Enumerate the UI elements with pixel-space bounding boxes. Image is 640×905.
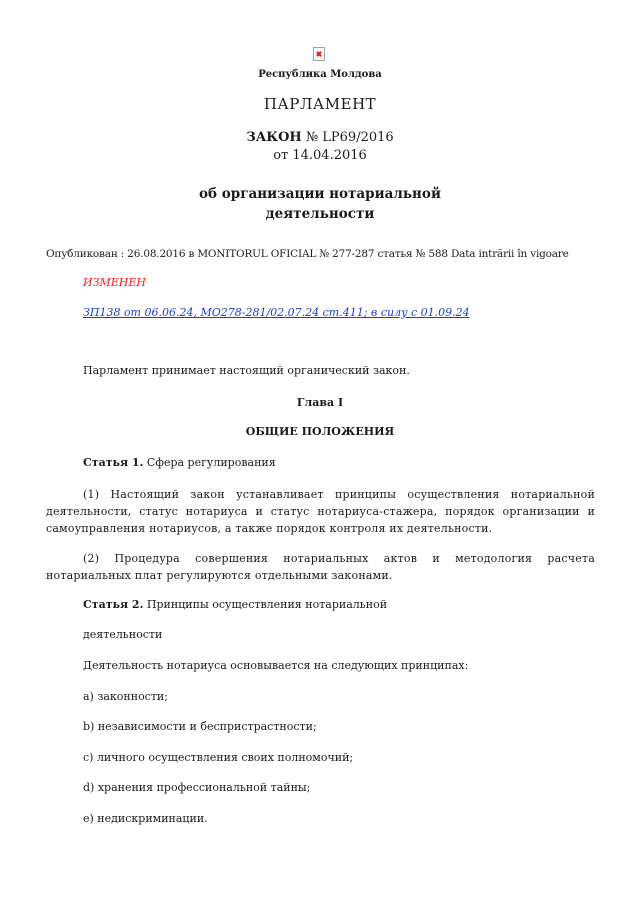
law-title-line1: об организации нотариальной xyxy=(199,186,441,202)
principle-item: c) личного осуществления своих полномочий; xyxy=(83,751,354,764)
article-1-paragraph-2: (2) Процедура совершения нотариальных актов и методология расчета нотариальных плат регулируются отдельными законами. xyxy=(46,552,595,582)
article-2-intro: Деятельность нотариуса основывается на следующих принципах: xyxy=(83,659,469,672)
law-date: от 14.04.2016 xyxy=(273,148,367,163)
article-1-label: Статья 1. xyxy=(83,456,144,469)
amended-status: ИЗМЕНЕН xyxy=(83,276,146,289)
chapter-heading: Глава I xyxy=(296,396,344,409)
law-number xyxy=(0,130,640,145)
principle-item: d) хранения профессиональной тайны; xyxy=(83,781,311,794)
article-2-label: Статья 2. xyxy=(83,598,144,611)
amendment-link[interactable]: ЗП138 от 06.06.24, MO278-281/02.07.24 ст.411; в силу с 01.09.24 xyxy=(83,306,470,319)
article-1-paragraph-1: (1) Настоящий закон устанавливает принципы осуществления нотариальной деятельности, статус нотариуса и статус нотариуса-стажера, порядок организации и самоуправления нотариусов, а также порядок контроля их деятельности. xyxy=(46,488,595,535)
publication-info: Опубликован : 26.08.2016 в MONITORUL OFICIAL № 277-287 статья № 588 Data intrării în vigoare xyxy=(46,248,569,260)
broken-image-icon xyxy=(313,47,325,61)
article-2-title: Принципы осуществления нотариальной xyxy=(143,598,388,611)
principle-item: a) законности; xyxy=(83,690,168,703)
parliament-heading: ПАРЛАМЕНТ xyxy=(263,95,377,113)
intro-text: Парламент принимает настоящий органический закон. xyxy=(83,364,410,377)
law-title-line2: деятельности xyxy=(265,206,375,222)
article-2-title-continued: деятельности xyxy=(83,628,163,641)
principle-item: b) независимости и беспристрастности; xyxy=(83,720,317,733)
article-2-heading xyxy=(83,598,387,611)
law-number-value: № LP69/2016 xyxy=(301,130,394,145)
republic-heading: Республика Молдова xyxy=(258,69,382,80)
principle-item: e) недискриминации. xyxy=(83,812,208,825)
article-1-heading xyxy=(83,456,276,469)
law-label: ЗАКОН xyxy=(246,130,302,145)
article-1-title: Сфера регулирования xyxy=(143,456,276,469)
chapter-title: ОБЩИЕ ПОЛОЖЕНИЯ xyxy=(245,425,395,438)
